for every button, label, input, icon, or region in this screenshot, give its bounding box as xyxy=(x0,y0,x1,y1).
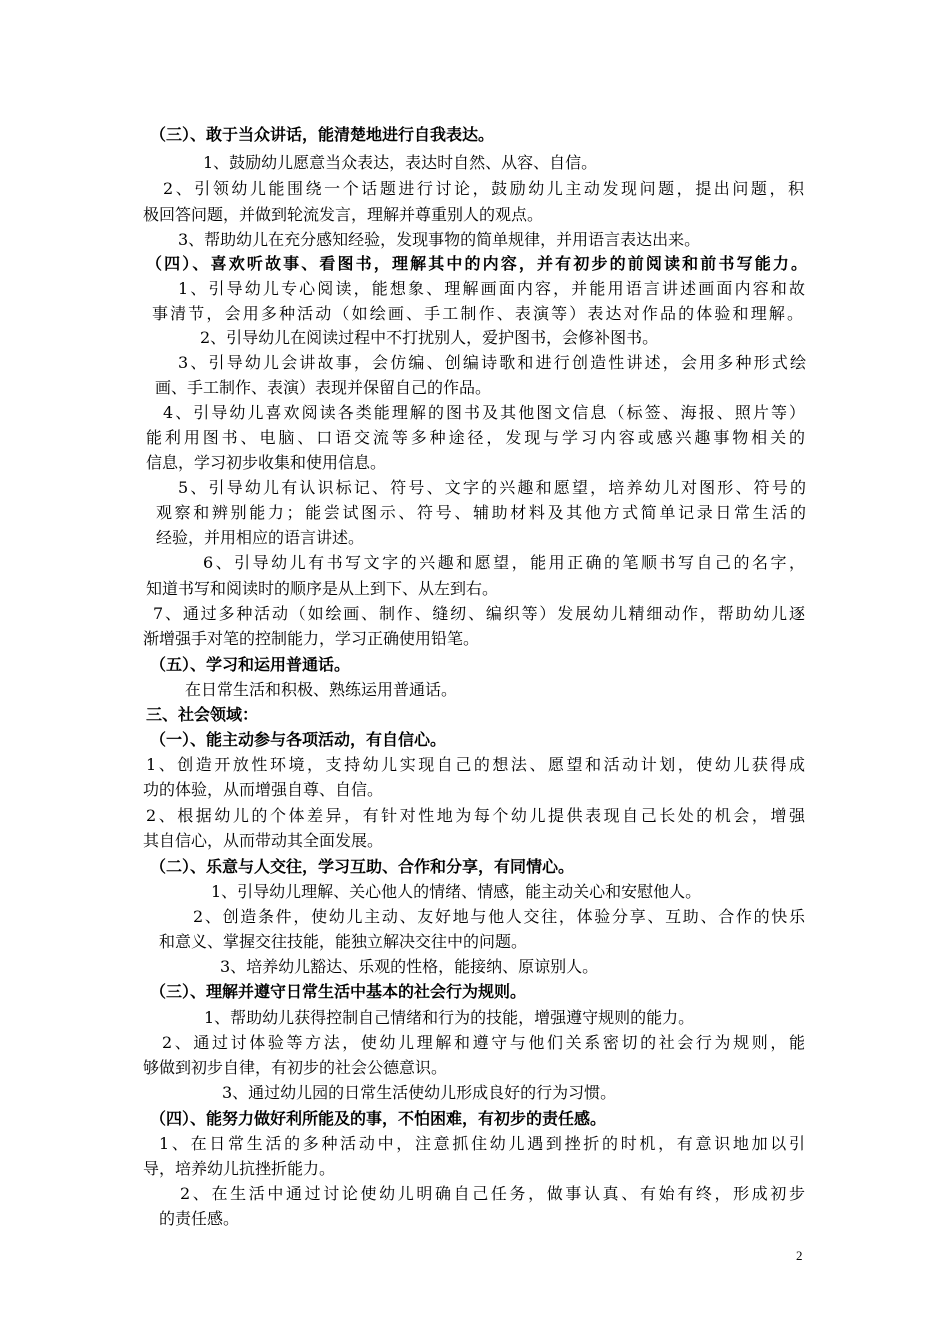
text-line: 画、手工制作、表演）表现并保留自己的作品。 xyxy=(155,378,492,397)
text-line: 1、创造开放性环境，支持幼儿实现自己的想法、愿望和活动计划，使幼儿获得成 xyxy=(146,755,808,774)
section-heading: （三）、敢于当众讲话，能清楚地进行自我表达。 xyxy=(150,125,495,144)
text-line: 1、引导幼儿专心阅读，能想象、理解画面内容，并能用语言讲述画面内容和故 xyxy=(178,279,808,298)
text-line: 经验，并用相应的语言讲述。 xyxy=(156,528,365,547)
text-line: 其自信心，从而带动其全面发展。 xyxy=(143,831,384,850)
text-line: 7、通过多种活动（如绘画、制作、缝纫、编织等）发展幼儿精细动作，帮助幼儿逐 xyxy=(153,604,807,623)
text-line: 2、在生活中通过讨论使幼儿明确自己任务，做事认真、有始有终，形成初步 xyxy=(180,1184,808,1203)
text-line: 1、帮助幼儿获得控制自己情绪和行为的技能，增强遵守规则的能力。 xyxy=(204,1008,695,1027)
text-line: 6、引导幼儿有书写文字的兴趣和愿望，能用正确的笔顺书写自己的名字， xyxy=(203,553,808,572)
text-line: 3、引导幼儿会讲故事，会仿编、创编诗歌和进行创造性讲述，会用多种形式绘 xyxy=(178,353,809,372)
text-line: 能利用图书、电脑、口语交流等多种途径，发现与学习内容或感兴趣事物相关的 xyxy=(146,428,808,447)
text-line: 1、引导幼儿理解、关心他人的情绪、情感，能主动关心和安慰他人。 xyxy=(211,882,702,901)
text-line: 2、引领幼儿能围绕一个话题进行讨论，鼓励幼儿主动发现问题，提出问题，积 xyxy=(163,179,807,198)
text-line: 知道书写和阅读时的顺序是从上到下、从左到右。 xyxy=(146,579,499,598)
section-heading: （四）、喜欢听故事、看图书，理解其中的内容，并有初步的前阅读和前书写能力。 xyxy=(146,254,810,273)
section-heading: （四）、能努力做好利所能及的事，不怕困难，有初步的责任感。 xyxy=(150,1109,607,1128)
text-line: 够做到初步自律，有初步的社会公德意识。 xyxy=(143,1058,448,1077)
text-line: 3、帮助幼儿在充分感知经验，发现事物的简单规律，并用语言表达出来。 xyxy=(178,230,701,249)
text-line: 事清节，会用多种活动（如绘画、手工制作、表演等）表达对作品的体验和理解。 xyxy=(152,304,806,323)
text-line: 在日常生活和积极、熟练运用普通话。 xyxy=(185,680,458,699)
text-line: 的责任感。 xyxy=(159,1209,240,1228)
text-line: 渐增强手对笔的控制能力，学习正确使用铅笔。 xyxy=(143,629,480,648)
text-line: 观察和辨别能力；能尝试图示、符号、辅助材料及其他方式简单记录日常生活的 xyxy=(156,503,809,522)
text-line: 2、根据幼儿的个体差异，有针对性地为每个幼儿提供表现自己长处的机会，增强 xyxy=(146,806,808,825)
text-line: 信息，学习初步收集和使用信息。 xyxy=(146,453,387,472)
text-line: 1、鼓励幼儿愿意当众表达，表达时自然、从容、自信。 xyxy=(203,153,598,172)
text-line: 导，培养幼儿抗挫折能力。 xyxy=(143,1159,336,1178)
section-heading: （三）、理解并遵守日常生活中基本的社会行为规则。 xyxy=(150,982,527,1001)
text-line: 极回答问题，并做到轮流发言，理解并尊重别人的观点。 xyxy=(143,205,544,224)
section-heading: （二）、乐意与人交往，学习互助、合作和分享，有同情心。 xyxy=(150,857,575,876)
text-line: 和意义、掌握交往技能，能独立解决交往中的问题。 xyxy=(159,932,528,951)
section-heading: （一）、能主动参与各项活动，有自信心。 xyxy=(150,730,447,749)
text-line: 5、引导幼儿有认识标记、符号、文字的兴趣和愿望，培养幼儿对图形、符号的 xyxy=(178,478,809,497)
text-line: 3、通过幼儿园的日常生活使幼儿形成良好的行为习惯。 xyxy=(222,1083,617,1102)
text-line: 4、引导幼儿喜欢阅读各类能理解的图书及其他图文信息（标签、海报、照片等） xyxy=(163,403,808,422)
text-line: 2、引导幼儿在阅读过程中不打扰别人，爱护图书，会修补图书。 xyxy=(200,328,659,347)
text-line: 功的体验，从而增强自尊、自信。 xyxy=(143,780,384,799)
section-heading: （五）、学习和运用普通话。 xyxy=(150,655,351,674)
text-line: 2、通过讨体验等方法，使幼儿理解和遵守与他们关系密切的社会行为规则，能 xyxy=(162,1033,808,1052)
page-number: 2 xyxy=(796,1248,803,1263)
text-line: 1、在日常生活的多种活动中，注意抓住幼儿遇到挫折的时机，有意识地加以引 xyxy=(159,1134,808,1153)
text-line: 3、培养幼儿豁达、乐观的性格，能接纳、原谅别人。 xyxy=(220,957,599,976)
text-line: 2、创造条件，使幼儿主动、友好地与他人交往，体验分享、互助、合作的快乐 xyxy=(193,907,807,926)
section-heading: 三、社会领域： xyxy=(146,705,259,724)
